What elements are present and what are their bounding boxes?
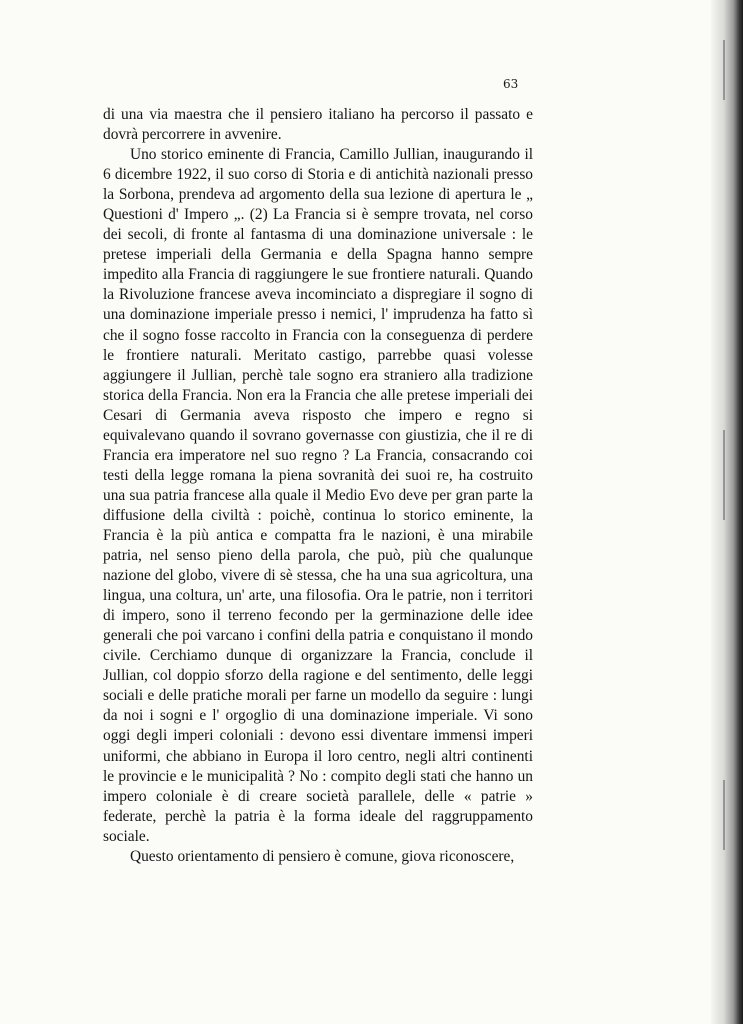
page-edge-mark — [723, 780, 725, 850]
paragraph-final: Questo orientamento di pensiero è comune, giova riconoscere, — [130, 847, 515, 865]
page-edge-shadow — [711, 0, 743, 1024]
page-edge-mark — [723, 430, 725, 520]
paragraph-continuation: di una via maestra che il pensiero italiano ha percorso il passato e dovrà percorrere in avvenire. — [103, 106, 533, 144]
page-edge-mark — [723, 40, 725, 100]
page-number: 63 — [503, 77, 519, 91]
body-text — [103, 105, 533, 867]
paragraph-main: Uno storico eminente di Francia, Camillo Jullian, inaugurando il 6 dicembre 1922, il suo corso di Storia e di antichità nazionali presso la Sorbona, prendeva ad argomento della sua lezione di apertura le „ Questioni d' Impero „. (2) La Francia si è sempre trovata, nel corso dei secoli, di fronte al fantasma di una dominazione universale : le pretese imperiali della Germania e della Spagna hanno sempre impedito alla Francia di raggiungere le sue frontiere naturali. Quando la Rivoluzione francese aveva incominciato a dispregiare il sogno di una dominazione imperiale presso i nemici, l' imprudenza ha fatto sì che il sogno fosse raccolto in Francia con la conseguenza di perdere le frontiere naturali. Meritato castigo, parrebbe quasi volesse aggiungere il Jullian, perchè tale sogno era straniero alla tradizione storica della Francia. Non era la Francia che alle pretese imperiali dei Cesari di Germania aveva risposto che impero e regno si equivalevano quando il sovrano governasse con giustizia, che il re di Francia era imperatore nel suo regno ? La Francia, consacrando coi testi della legge romana la piena sovranità dei suoi re, ha costruito una sua patria francese alla quale il Medio Evo deve per gran parte la diffusione della civiltà : poichè, continua lo storico eminente, la Francia è la più antica e compatta fra le nazioni, è una mirabile patria, nel senso pieno della parola, che può, più che qualunque nazione del globo, vivere di sè stessa, che ha una sua agricoltura, una lingua, una coltura, un' arte, una filosofia. Ora le patrie, non i territori di impero, sono il terreno fecondo per la germinazione delle idee generali che poi varcano i confini della patria e conquistano il mondo civile. Cerchiamo dunque di organizzare la Francia, conclude il Jullian, col doppio sforzo della ragione e del sentimento, delle leggi sociali e delle pratiche morali per farne un modello da seguire : lungi da noi i sogni e l' orgoglio di una dominazione imperiale. Vi sono oggi degli imperi coloniali : devono essi diventare immensi imperi uniformi, che abbiano in Europa il loro centro, negli altri continenti le provincie e le municipalità ? No : compito degli stati che hanno un impero coloniale è di creare società parallele, delle « patrie » federate, perchè la patria è la forma ideale del raggruppamento sociale. — [103, 146, 533, 845]
